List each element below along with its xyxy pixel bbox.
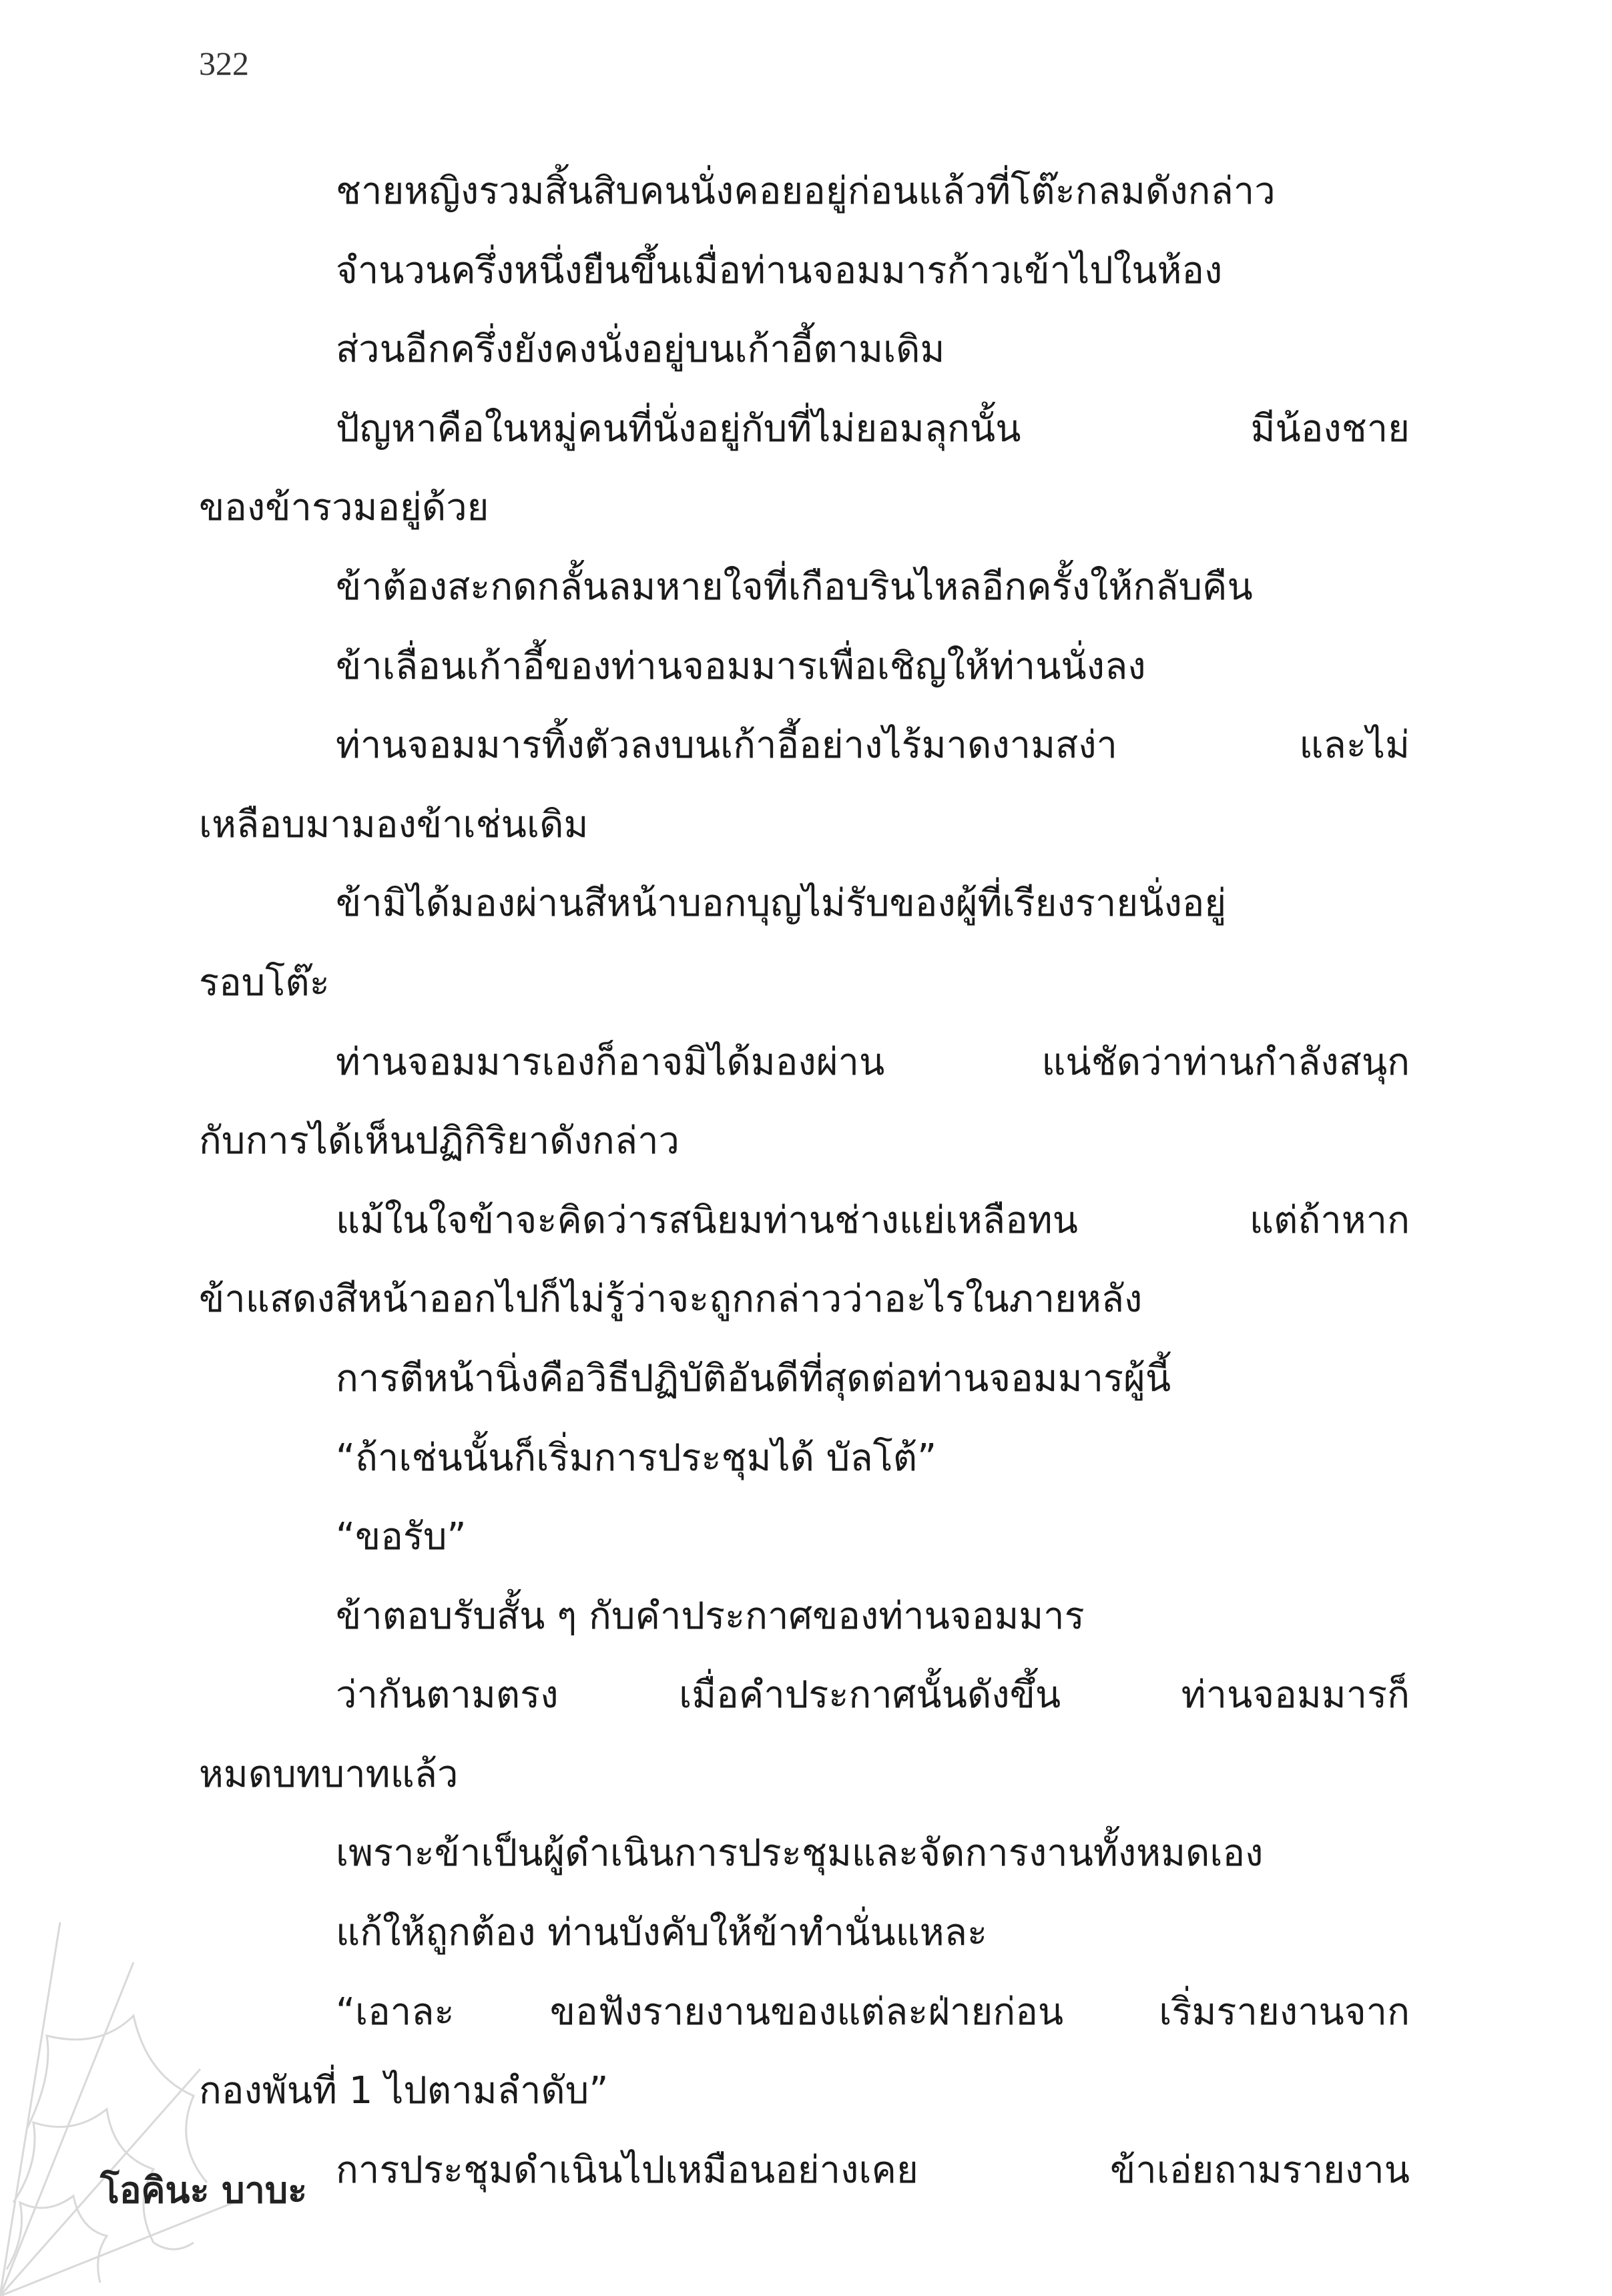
text-line: การตีหน้านิ่งคือวิธีปฏิบัติอันดีที่สุดต่อท่านจอมมารผู้นี้ (336, 1356, 1171, 1400)
text-line: “เอาละ ขอฟังรายงานของแต่ละฝ่ายก่อน เริ่มรายงานจาก (336, 1990, 1410, 2034)
spiderweb-decoration (0, 1922, 240, 2296)
text-line: ส่วนอีกครึ่งยังคงนั่งอยู่บนเก้าอี้ตามเดิม (336, 328, 945, 372)
text-line: ของข้ารวมอยู่ด้วย (199, 486, 489, 530)
text-line: จำนวนครึ่งหนึ่งยืนขึ้นเมื่อท่านจอมมารก้าวเข้าไปในห้อง (336, 248, 1223, 292)
author-name: โอคินะ บาบะ (100, 2169, 308, 2211)
text-line: แม้ในใจข้าจะคิดว่ารสนิยมท่านช่างแย่เหลือทน แต่ถ้าหาก (336, 1198, 1410, 1242)
text-line: ข้าเลื่อนเก้าอี้ของท่านจอมมารเพื่อเชิญให้ท่านนั่งลง (336, 644, 1146, 688)
text-line: ว่ากันตามตรง เมื่อคำประกาศนั้นดังขึ้น ท่านจอมมารก็ (336, 1673, 1410, 1717)
text-line: การประชุมดำเนินไปเหมือนอย่างเคย ข้าเอ่ยถามรายงาน (336, 2148, 1410, 2192)
page-number: 322 (199, 45, 249, 82)
text-line: ข้าต้องสะกดกลั้นลมหายใจที่เกือบรินไหลอีกครั้งให้กลับคืน (336, 565, 1253, 609)
text-line: “ถ้าเช่นนั้นก็เริ่มการประชุมได้ บัลโต้” (336, 1436, 937, 1480)
text-line: กับการได้เห็นปฏิกิริยาดังกล่าว (199, 1119, 680, 1163)
text-line: ท่านจอมมารทิ้งตัวลงบนเก้าอี้อย่างไร้มาดงามสง่า และไม่ (336, 724, 1410, 768)
chapter-body-text (199, 152, 1410, 2210)
text-line: ข้าแสดงสีหน้าออกไปก็ไม่รู้ว่าจะถูกกล่าวว่าอะไรในภายหลัง (199, 1277, 1143, 1322)
text-line: หมดบทบาทแล้ว (199, 1752, 459, 1796)
text-line: ชายหญิงรวมสิ้นสิบคนนั่งคอยอยู่ก่อนแล้วที่โต๊ะกลมดังกล่าว (336, 170, 1276, 213)
text-line: ท่านจอมมารเองก็อาจมิได้มองผ่าน แน่ชัดว่าท่านกำลังสนุก (336, 1040, 1410, 1084)
text-line: แก้ให้ถูกต้อง ท่านบังคับให้ข้าทำนั่นแหละ (336, 1911, 988, 1955)
text-line: ข้าตอบรับสั้น ๆ กับคำประกาศของท่านจอมมาร (336, 1594, 1085, 1638)
text-line: “ขอรับ” (336, 1515, 467, 1559)
text-line: ปัญหาคือในหมู่คนที่นั่งอยู่กับที่ไม่ยอมลุกนั้น มีน้องชาย (336, 406, 1410, 451)
text-line: กองพันที่ 1 ไปตามลำดับ” (199, 2069, 609, 2113)
text-line: เหลือบมามองข้าเช่นเดิม (199, 802, 589, 846)
text-line: รอบโต๊ะ (199, 960, 330, 1005)
text-line: เพราะข้าเป็นผู้ดำเนินการประชุมและจัดการงานทั้งหมดเอง (336, 1831, 1264, 1876)
text-line: ข้ามิได้มองผ่านสีหน้าบอกบุญไม่รับของผู้ที่เรียงรายนั่งอยู่ (336, 882, 1227, 926)
